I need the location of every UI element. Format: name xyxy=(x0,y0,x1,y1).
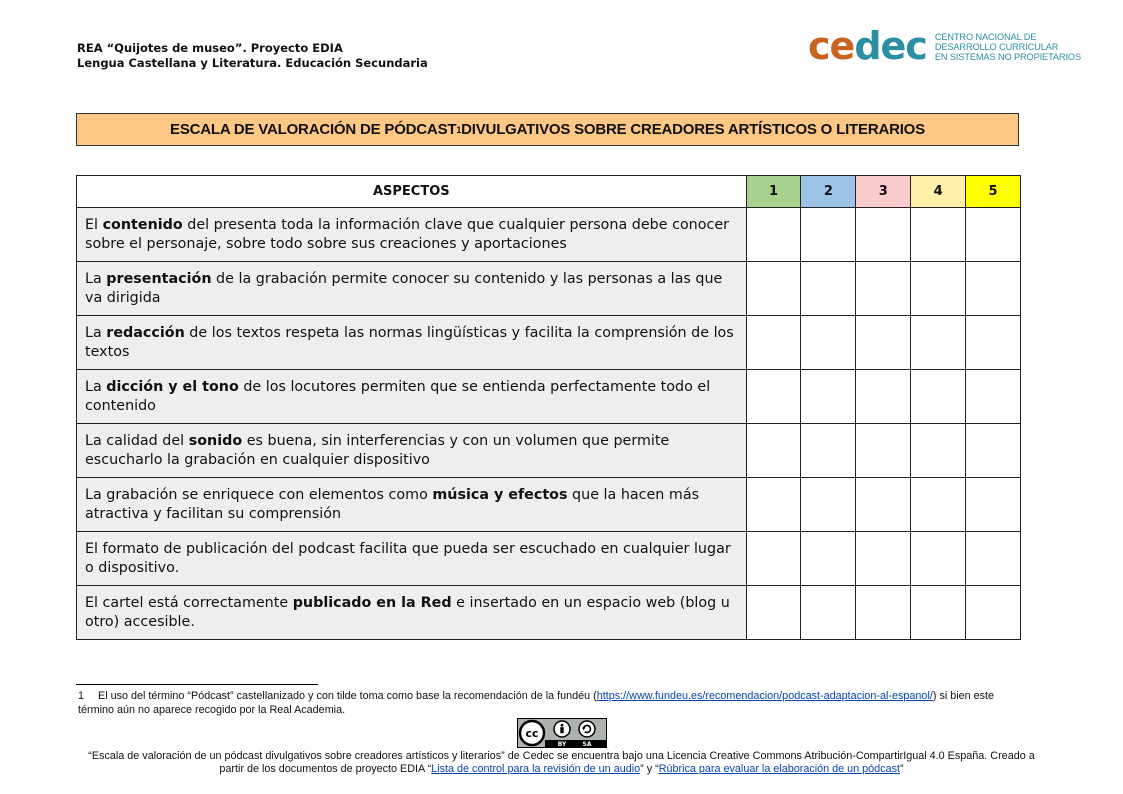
score-cell xyxy=(966,586,1021,640)
podcast-rubric-link[interactable]: Rúbrica para evaluar la elaboración de un pódcast xyxy=(658,763,900,775)
score-cell xyxy=(966,208,1021,262)
score-cell xyxy=(801,586,856,640)
score-cell xyxy=(856,478,911,532)
table-row xyxy=(77,478,1021,532)
table-row xyxy=(77,532,1021,586)
aspects-column-header: ASPECTOS xyxy=(77,176,747,208)
aspect-description: La calidad del sonido es buena, sin interferencias y con un volumen que permite escucharlo la grabación en cualquier dispositivo xyxy=(77,424,747,478)
score-cell xyxy=(966,424,1021,478)
license-credit: “Escala de valoración de un pódcast divulgativos sobre creadores artísticos y literarios” de Cedec se encuentra bajo una Licencia Creative Commons Atribución-CompartirIgual 4.0 España. Creado a partir de los documentos de proyecto EDIA “Lista de control para la revisión de un audio” y “Rúbrica para evaluar la elaboración de un pódcast” xyxy=(88,750,1035,775)
score-cell xyxy=(801,370,856,424)
table-header-row xyxy=(77,176,1021,208)
score-cell xyxy=(801,208,856,262)
document-header xyxy=(77,41,428,71)
table-row xyxy=(77,208,1021,262)
aspect-description: El cartel está correctamente publicado en la Red e insertado en un espacio web (blog u otro) accesible. xyxy=(77,586,747,640)
score-cell xyxy=(966,478,1021,532)
score-cell xyxy=(746,262,801,316)
cedec-logo xyxy=(808,24,1082,68)
score-cell xyxy=(966,316,1021,370)
logo-wordmark: cedec xyxy=(808,24,927,68)
score-cell xyxy=(856,586,911,640)
table-row xyxy=(77,424,1021,478)
aspect-description: La presentación de la grabación permite conocer su contenido y las personas a las que va dirigida xyxy=(77,262,747,316)
page-title: ESCALA DE VALORACIÓN DE PÓDCAST 1 DIVULGATIVOS SOBRE CREADORES ARTÍSTICOS O LITERARIOS xyxy=(76,113,1019,146)
score-cell xyxy=(966,532,1021,586)
aspect-description: El formato de publicación del podcast facilita que pueda ser escuchado en cualquier lugar o dispositivo. xyxy=(77,532,747,586)
logo-subtitle: CENTRO NACIONAL DE DESARROLLO CURRICULAR EN SISTEMAS NO PROPIETARIOS xyxy=(934,32,1082,62)
svg-text:cc: cc xyxy=(525,727,539,740)
score-header: 3 xyxy=(856,176,911,208)
score-cell xyxy=(746,424,801,478)
score-cell xyxy=(911,316,966,370)
score-cell xyxy=(746,586,801,640)
table-row xyxy=(77,586,1021,640)
score-cell xyxy=(966,370,1021,424)
score-header: 4 xyxy=(911,176,966,208)
footnote-mark: 1 xyxy=(456,124,462,135)
header-project-line: REA “Quijotes de museo”. Proyecto EDIA xyxy=(77,41,343,55)
score-cell xyxy=(856,532,911,586)
table-row xyxy=(77,370,1021,424)
aspect-description: El contenido del presenta toda la información clave que cualquier persona debe conocer sobre el personaje, sobre todo sobre sus creaciones y aportaciones xyxy=(77,208,747,262)
score-cell xyxy=(911,478,966,532)
score-cell xyxy=(801,478,856,532)
svg-text:SA: SA xyxy=(582,741,592,748)
aspect-description: La redacción de los textos respeta las normas lingüísticas y facilita la comprensión de los textos xyxy=(77,316,747,370)
score-cell xyxy=(911,586,966,640)
creative-commons-badge xyxy=(517,718,607,748)
aspect-description: La grabación se enriquece con elementos como música y efectos que la hacen más atractiva y facilitan su comprensión xyxy=(77,478,747,532)
svg-text:BY: BY xyxy=(557,741,567,748)
audio-checklist-link[interactable]: Lista de control para la revisión de un audio xyxy=(431,763,641,775)
score-cell xyxy=(746,208,801,262)
score-cell xyxy=(856,370,911,424)
score-header: 5 xyxy=(966,176,1021,208)
footnote: 1 El uso del término “Pódcast” castellanizado y con tilde toma como base la recomendación de la fundéu (https://www.fundeu.es/recomendacion/podcast-adaptacion-al-espanol/) si bien este término aún no aparece recogido por la Real Academia. xyxy=(78,690,995,716)
score-cell xyxy=(801,532,856,586)
table-row xyxy=(77,316,1021,370)
score-cell xyxy=(911,370,966,424)
score-cell xyxy=(746,316,801,370)
score-cell xyxy=(746,478,801,532)
score-cell xyxy=(966,262,1021,316)
score-cell xyxy=(801,424,856,478)
share-alike-icon xyxy=(579,721,595,737)
score-cell xyxy=(856,424,911,478)
rating-table xyxy=(76,175,1021,640)
fundeu-link[interactable]: https://www.fundeu.es/recomendacion/podcast-adaptacion-al-espanol/ xyxy=(596,690,933,702)
score-cell xyxy=(911,532,966,586)
score-cell xyxy=(911,208,966,262)
header-subject-line: Lengua Castellana y Literatura. Educación Secundaria xyxy=(77,56,428,70)
score-cell xyxy=(801,316,856,370)
score-cell xyxy=(856,316,911,370)
footnote-divider xyxy=(76,684,318,685)
score-cell xyxy=(746,532,801,586)
score-cell xyxy=(911,262,966,316)
score-cell xyxy=(856,208,911,262)
table-body xyxy=(77,208,1021,640)
footnote-number: 1 xyxy=(78,690,85,702)
score-cell xyxy=(911,424,966,478)
score-cell xyxy=(856,262,911,316)
score-header: 2 xyxy=(801,176,856,208)
score-header: 1 xyxy=(746,176,801,208)
table-row xyxy=(77,262,1021,316)
score-cell xyxy=(801,262,856,316)
aspect-description: La dicción y el tono de los locutores permiten que se entienda perfectamente todo el contenido xyxy=(77,370,747,424)
score-cell xyxy=(746,370,801,424)
